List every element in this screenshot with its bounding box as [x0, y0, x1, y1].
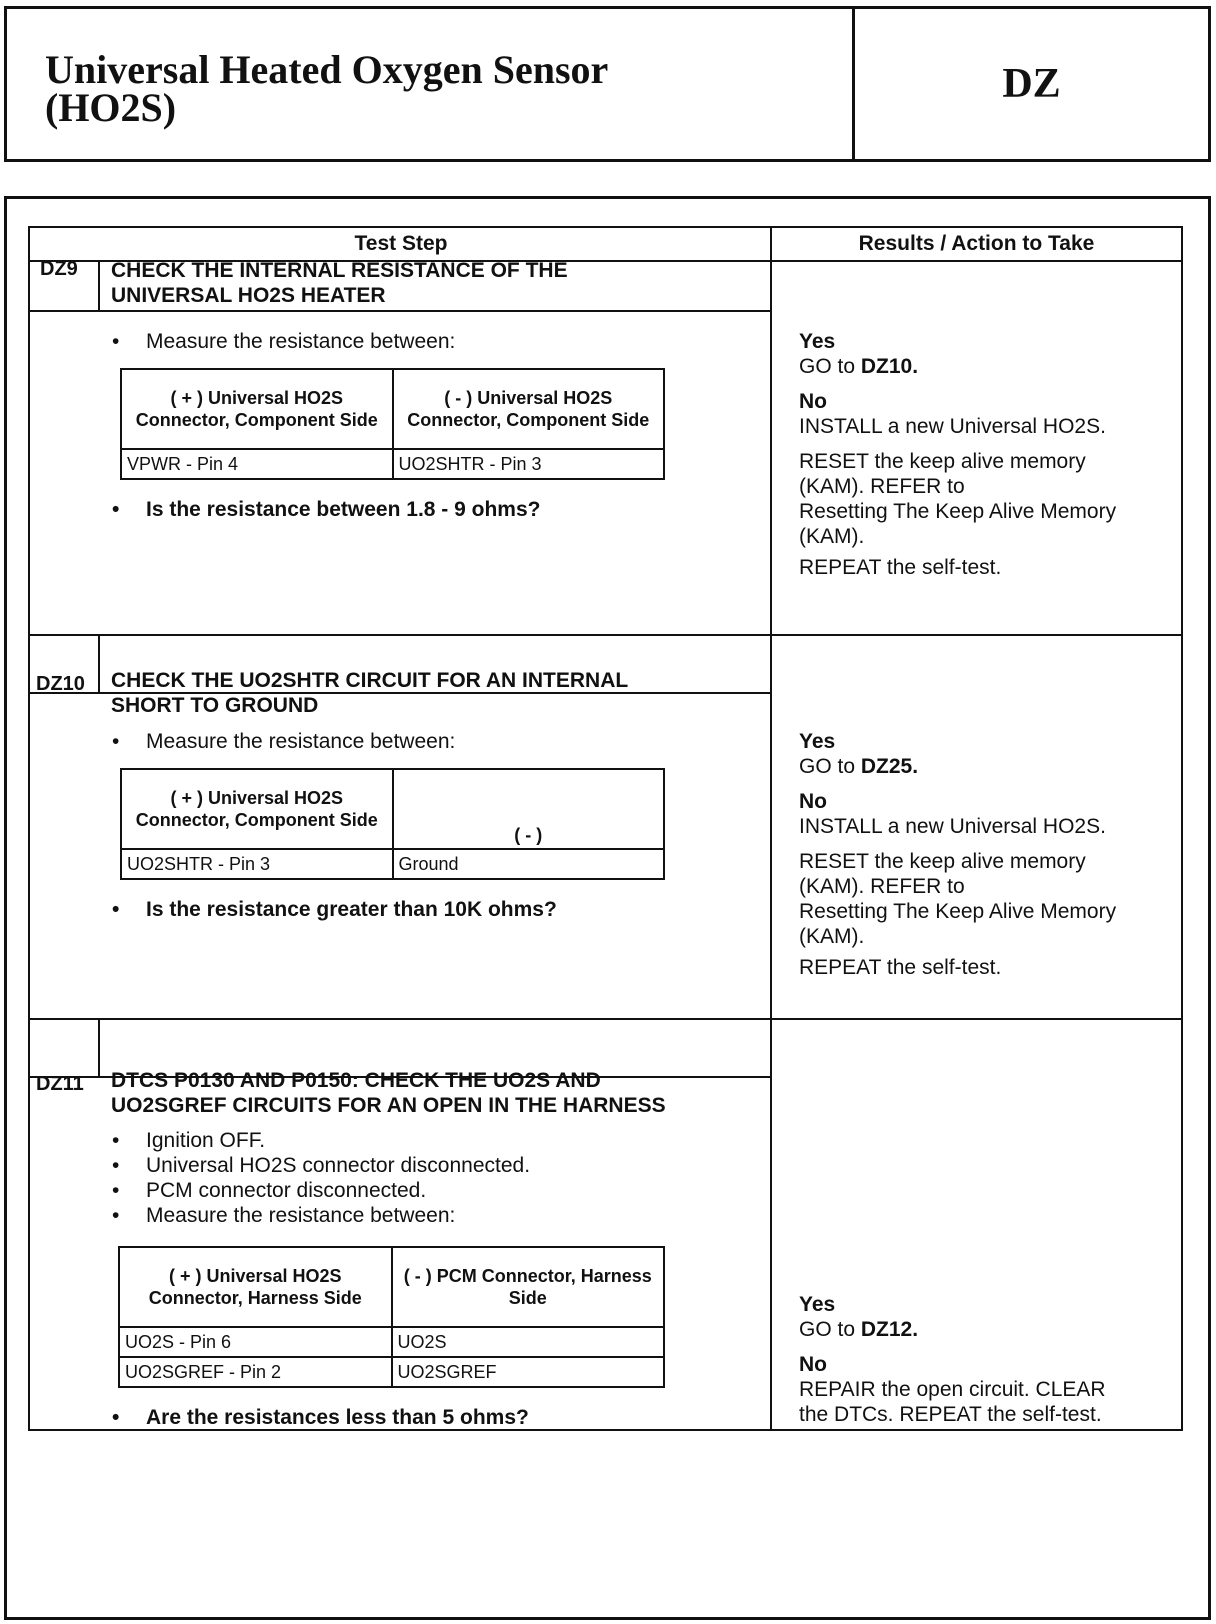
no-action: INSTALL a new Universal HO2S. [799, 415, 1106, 438]
question [112, 497, 540, 522]
step-title-line: CHECK THE INTERNAL RESISTANCE OF THE [111, 259, 568, 282]
yes-go-text: GO to [799, 355, 856, 378]
table-cell: UO2SHTR - Pin 3 [393, 449, 665, 479]
step-title-line: UNIVERSAL HO2S HEATER [111, 284, 386, 307]
list-item [112, 1203, 530, 1228]
reset-text: RESET the keep alive memory [799, 450, 1086, 473]
step-title [111, 668, 628, 718]
section-code: DZ [1002, 61, 1061, 107]
step-id-divider [98, 262, 100, 312]
list-item [112, 1153, 530, 1178]
step-id-divider [98, 1020, 100, 1078]
column-divider [770, 228, 772, 1429]
no-label: No [799, 1353, 827, 1376]
question [112, 1405, 529, 1430]
bullet-text: Universal HO2S connector disconnected. [146, 1154, 531, 1177]
bullet-text: Ignition OFF. [146, 1129, 266, 1152]
page-header [4, 6, 1211, 162]
table-header: ( + ) Universal HO2S Connector, Harness Side [119, 1247, 392, 1327]
no-action: REPAIR the open circuit. CLEAR [799, 1378, 1106, 1401]
reset-text: (KAM). [799, 925, 865, 948]
yes-action [799, 1317, 1169, 1342]
list-item [112, 1128, 530, 1153]
table-row [121, 849, 664, 879]
row-separator [30, 1018, 1181, 1020]
step-title-underline [30, 310, 770, 312]
reset-text: Resetting The Keep Alive Memory [799, 500, 1117, 523]
question-text: Is the resistance greater than 10K ohms? [146, 898, 557, 921]
goto-link[interactable]: DZ10. [860, 355, 919, 378]
bullet-icon: • [112, 898, 120, 921]
bullet-icon: • [112, 1204, 120, 1227]
bullet-icon: • [112, 498, 120, 521]
step-id-divider [98, 636, 100, 694]
resistance-table [120, 768, 665, 880]
step-title-line: SHORT TO GROUND [111, 694, 319, 717]
bullet-icon: • [112, 730, 120, 753]
yes-action [799, 754, 1169, 779]
no-action: the DTCs. REPEAT the self-test. [799, 1403, 1102, 1426]
bullet-icon: • [112, 1179, 120, 1202]
table-cell: UO2S - Pin 6 [119, 1327, 392, 1357]
title-line-1: Universal Heated Oxygen Sensor [45, 47, 609, 92]
table-cell: UO2SGREF - Pin 2 [119, 1357, 392, 1387]
table-row [121, 449, 664, 479]
bullet-icon: • [112, 1406, 120, 1429]
step-title-line: UO2SGREF CIRCUITS FOR AN OPEN IN THE HARNESS [111, 1094, 666, 1117]
step-title [111, 258, 568, 308]
table-cell: VPWR - Pin 4 [121, 449, 393, 479]
list-item [112, 729, 455, 754]
step-id: DZ11 [36, 1073, 84, 1095]
yes-action [799, 354, 1169, 379]
column-header-test-step: Test Step [30, 228, 772, 262]
step-id: DZ9 [40, 258, 78, 280]
bullet-text: Measure the resistance between: [146, 330, 456, 353]
yes-go-text: GO to [799, 1318, 856, 1341]
table-cell: UO2SGREF [392, 1357, 665, 1387]
repeat-text: REPEAT the self-test. [799, 556, 1002, 579]
no-label: No [799, 790, 827, 813]
bullet-icon: • [112, 1129, 120, 1152]
question-text: Are the resistances less than 5 ohms? [146, 1406, 529, 1429]
table-cell: Ground [393, 849, 665, 879]
reset-text: (KAM). REFER to [799, 475, 965, 498]
question-text: Is the resistance between 1.8 - 9 ohms? [146, 498, 541, 521]
table-cell: UO2SHTR - Pin 3 [121, 849, 393, 879]
step-title [111, 1068, 666, 1118]
reset-text: RESET the keep alive memory [799, 850, 1086, 873]
bullet-icon: • [112, 1154, 120, 1177]
list-item [112, 329, 455, 354]
bullet-text: PCM connector disconnected. [146, 1179, 427, 1202]
table-header: ( + ) Universal HO2S Connector, Component Side [121, 369, 393, 449]
yes-label: Yes [799, 730, 836, 753]
row-separator [30, 634, 1181, 636]
resistance-table [120, 368, 665, 480]
no-label: No [799, 390, 827, 413]
table-header: ( - ) [393, 769, 665, 849]
title-line-2: (HO2S) [45, 85, 177, 130]
step-title-line: DTCS P0130 AND P0150: CHECK THE UO2S AND [111, 1069, 601, 1092]
question [112, 897, 557, 922]
table-row [119, 1327, 664, 1357]
page-title [45, 47, 609, 130]
yes-label: Yes [799, 330, 836, 353]
bullet-text: Measure the resistance between: [146, 730, 456, 753]
reset-text: (KAM). [799, 525, 865, 548]
resistance-table [118, 1246, 665, 1388]
repeat-text: REPEAT the self-test. [799, 956, 1002, 979]
reset-text: (KAM). REFER to [799, 875, 965, 898]
bullet-text: Measure the resistance between: [146, 1204, 456, 1227]
goto-link[interactable]: DZ12. [860, 1318, 919, 1341]
goto-link[interactable]: DZ25. [860, 755, 919, 778]
bullet-icon: • [112, 330, 120, 353]
yes-go-text: GO to [799, 755, 856, 778]
results-block [799, 329, 1169, 580]
no-action: INSTALL a new Universal HO2S. [799, 815, 1106, 838]
list-item [112, 1178, 530, 1203]
reset-text: Resetting The Keep Alive Memory [799, 900, 1117, 923]
step-title-line: CHECK THE UO2SHTR CIRCUIT FOR AN INTERNAL [111, 669, 629, 692]
yes-label: Yes [799, 1293, 836, 1316]
bullet-list [112, 1128, 530, 1228]
column-header-results: Results / Action to Take [772, 228, 1181, 262]
table-header: ( + ) Universal HO2S Connector, Component Side [121, 769, 393, 849]
results-block [799, 729, 1169, 980]
table-header: ( - ) Universal HO2S Connector, Component Side [393, 369, 665, 449]
table-cell: UO2S [392, 1327, 665, 1357]
step-id: DZ10 [36, 673, 85, 695]
table-header: ( - ) PCM Connector, Harness Side [392, 1247, 665, 1327]
results-block [799, 1292, 1169, 1427]
table-row [119, 1357, 664, 1387]
